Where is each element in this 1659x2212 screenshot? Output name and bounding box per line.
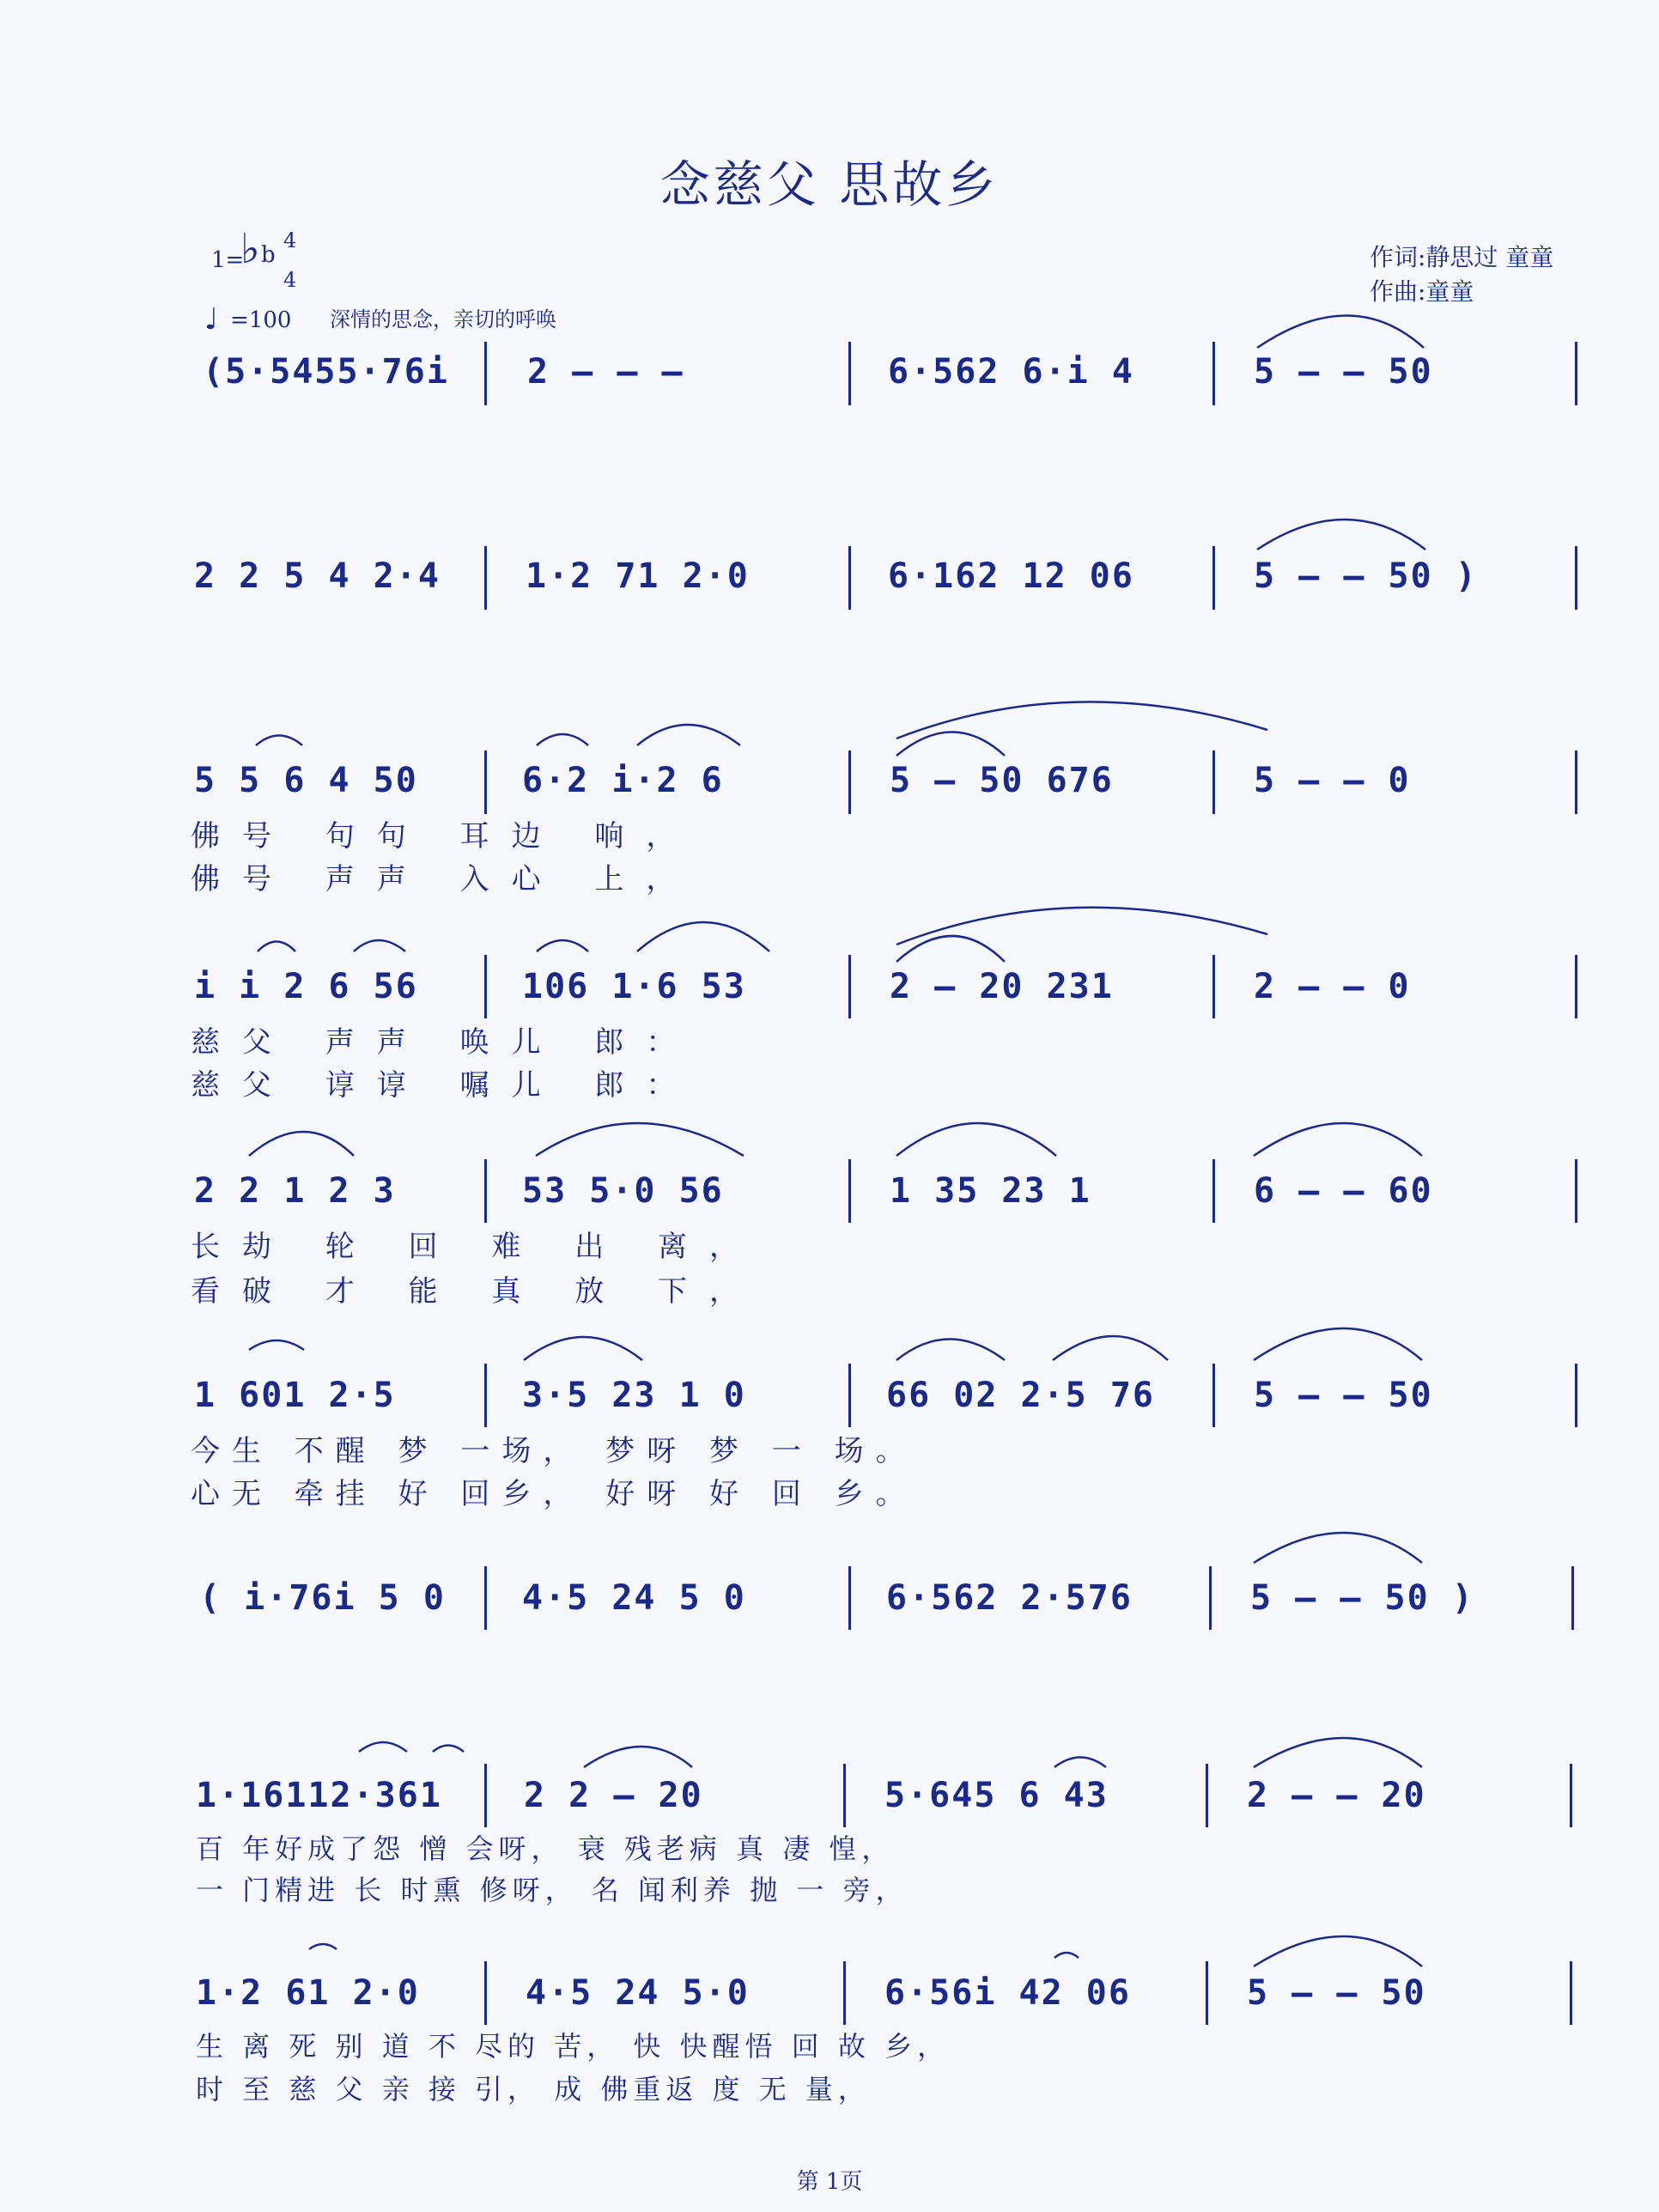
measure: i i 2 6 56 — [194, 967, 418, 1006]
slur — [1254, 1936, 1422, 1966]
slur — [896, 936, 1005, 962]
measure: 5·645 6 43 — [884, 1776, 1109, 1815]
meter-bottom: 4 — [283, 268, 297, 292]
key-label: 1= — [211, 247, 245, 273]
measure: 6·56i 42 06 — [884, 1973, 1131, 2013]
measure: 1·16112·361 — [196, 1776, 442, 1815]
slur — [1254, 1328, 1422, 1360]
quarter-note-icon: ♩ — [204, 302, 219, 337]
measure: 5 – – 50 ) — [1254, 556, 1478, 596]
measure: 53 5·0 56 — [522, 1171, 724, 1211]
measure: 1·2 71 2·0 — [526, 556, 750, 596]
measure: 66 02 2·5 76 — [886, 1376, 1155, 1415]
lyric-line: 生 离 死 别 道 不 尽的 苦， 快 快醒悟 回 故 乡， — [196, 2030, 951, 2063]
measure: 6·562 2·576 — [886, 1578, 1133, 1618]
measure: 2 2 1 2 3 — [194, 1171, 396, 1211]
tempo-value: =100 — [230, 307, 292, 333]
page-number: 第 1页 — [796, 2169, 863, 2195]
tempo-expression: 深情的思念，亲切的呼唤 — [330, 307, 556, 331]
meter-top: 4 — [283, 228, 297, 252]
slur — [896, 908, 1267, 945]
measure: 6·2 i·2 6 — [522, 761, 724, 800]
key-flat: ♭ — [240, 225, 260, 273]
slur — [536, 1123, 744, 1156]
measure: (5·5455·76i — [203, 352, 449, 392]
slur — [1054, 1758, 1106, 1768]
measure: 1 35 23 1 — [890, 1171, 1091, 1211]
slur — [309, 1944, 337, 1949]
measure: 1 601 2·5 — [194, 1376, 396, 1415]
measure: 5 – – 50 ) — [1250, 1578, 1474, 1618]
slur — [258, 942, 295, 952]
lyric-line: 佛号 句句 耳边 响， — [191, 819, 698, 854]
measure: 5 – – 50 — [1254, 352, 1433, 392]
measure: 2 – – – — [527, 352, 684, 392]
lyric-line: 慈父 谆谆 嘱儿 郎： — [191, 1068, 698, 1103]
lyric-line: 今生 不醒 梦 一场， 梦呀 梦 一 场。 — [191, 1434, 917, 1468]
lyric-line: 佛号 声声 入心 上， — [191, 862, 698, 896]
slur — [896, 732, 1005, 757]
measure: 5 – – 50 — [1254, 1376, 1433, 1415]
lyric-line: 心无 牵挂 好 回乡， 好呀 好 回 乡。 — [191, 1477, 917, 1511]
slur — [1254, 1533, 1422, 1563]
slur — [354, 940, 405, 951]
slur — [896, 1123, 1056, 1156]
measure: 106 1·6 53 — [522, 967, 746, 1006]
composer-credit: 作曲:童童 — [1370, 277, 1474, 306]
slur — [249, 1132, 354, 1156]
measure: 5 – 50 676 — [890, 761, 1114, 800]
slur — [537, 734, 588, 745]
slur — [1257, 520, 1425, 550]
measure: 5 – – 0 — [1254, 761, 1411, 800]
slur — [584, 1747, 692, 1767]
slur — [537, 940, 588, 951]
lyric-line: 一 门精进 长 时熏 修呀， 名 闻利养 抛 一 旁， — [196, 1874, 908, 1906]
measure: 6·562 6·i 4 — [888, 352, 1134, 392]
measure: 5 5 6 4 50 — [194, 761, 418, 800]
slur — [1257, 316, 1424, 349]
slur — [1254, 1123, 1422, 1156]
lyric-line: 时 至 慈 父 亲 接 引， 成 佛重返 度 无 量， — [196, 2073, 871, 2106]
measure: 2 – – 0 — [1254, 967, 1411, 1006]
song-title: 念慈父 思故乡 — [659, 155, 1000, 214]
measure: 3·5 23 1 0 — [522, 1376, 746, 1415]
slur — [896, 1340, 1005, 1361]
measure: ( i·76i 5 0 — [199, 1578, 446, 1618]
slur — [637, 922, 769, 951]
slur — [359, 1742, 407, 1752]
lyric-line: 百 年好成了怨 憎 会呀， 衰 残老病 真 凄 惶， — [196, 1832, 895, 1865]
measure: 6·162 12 06 — [888, 556, 1134, 596]
slur — [524, 1337, 642, 1360]
lyric-line: 看破 才 能 真 放 下， — [191, 1274, 762, 1309]
measure: 4·5 24 5·0 — [526, 1973, 750, 2013]
lyric-line: 慈父 声声 唤儿 郎： — [191, 1025, 698, 1060]
lyric-line: 长劫 轮 回 难 出 离， — [191, 1230, 762, 1264]
slur — [249, 1340, 304, 1350]
measure: 2 2 – 20 — [524, 1776, 703, 1815]
lyricist-credit: 作词:静思过 童童 — [1370, 243, 1554, 271]
key-note: b — [261, 242, 276, 268]
slur — [433, 1746, 464, 1753]
measure: 5 – – 50 — [1247, 1973, 1426, 2013]
measure: 4·5 24 5 0 — [522, 1578, 746, 1618]
measure: 2 – 20 231 — [890, 967, 1114, 1006]
slur — [1254, 1738, 1422, 1767]
measure: 2 2 5 4 2·4 — [194, 556, 441, 596]
slur — [1054, 1953, 1079, 1958]
measure: 1·2 61 2·0 — [196, 1973, 420, 2013]
measure: 6 – – 60 — [1254, 1171, 1433, 1211]
measure: 2 – – 20 — [1247, 1776, 1426, 1815]
slur — [256, 736, 302, 746]
slur — [637, 725, 740, 745]
slur — [1053, 1336, 1168, 1360]
